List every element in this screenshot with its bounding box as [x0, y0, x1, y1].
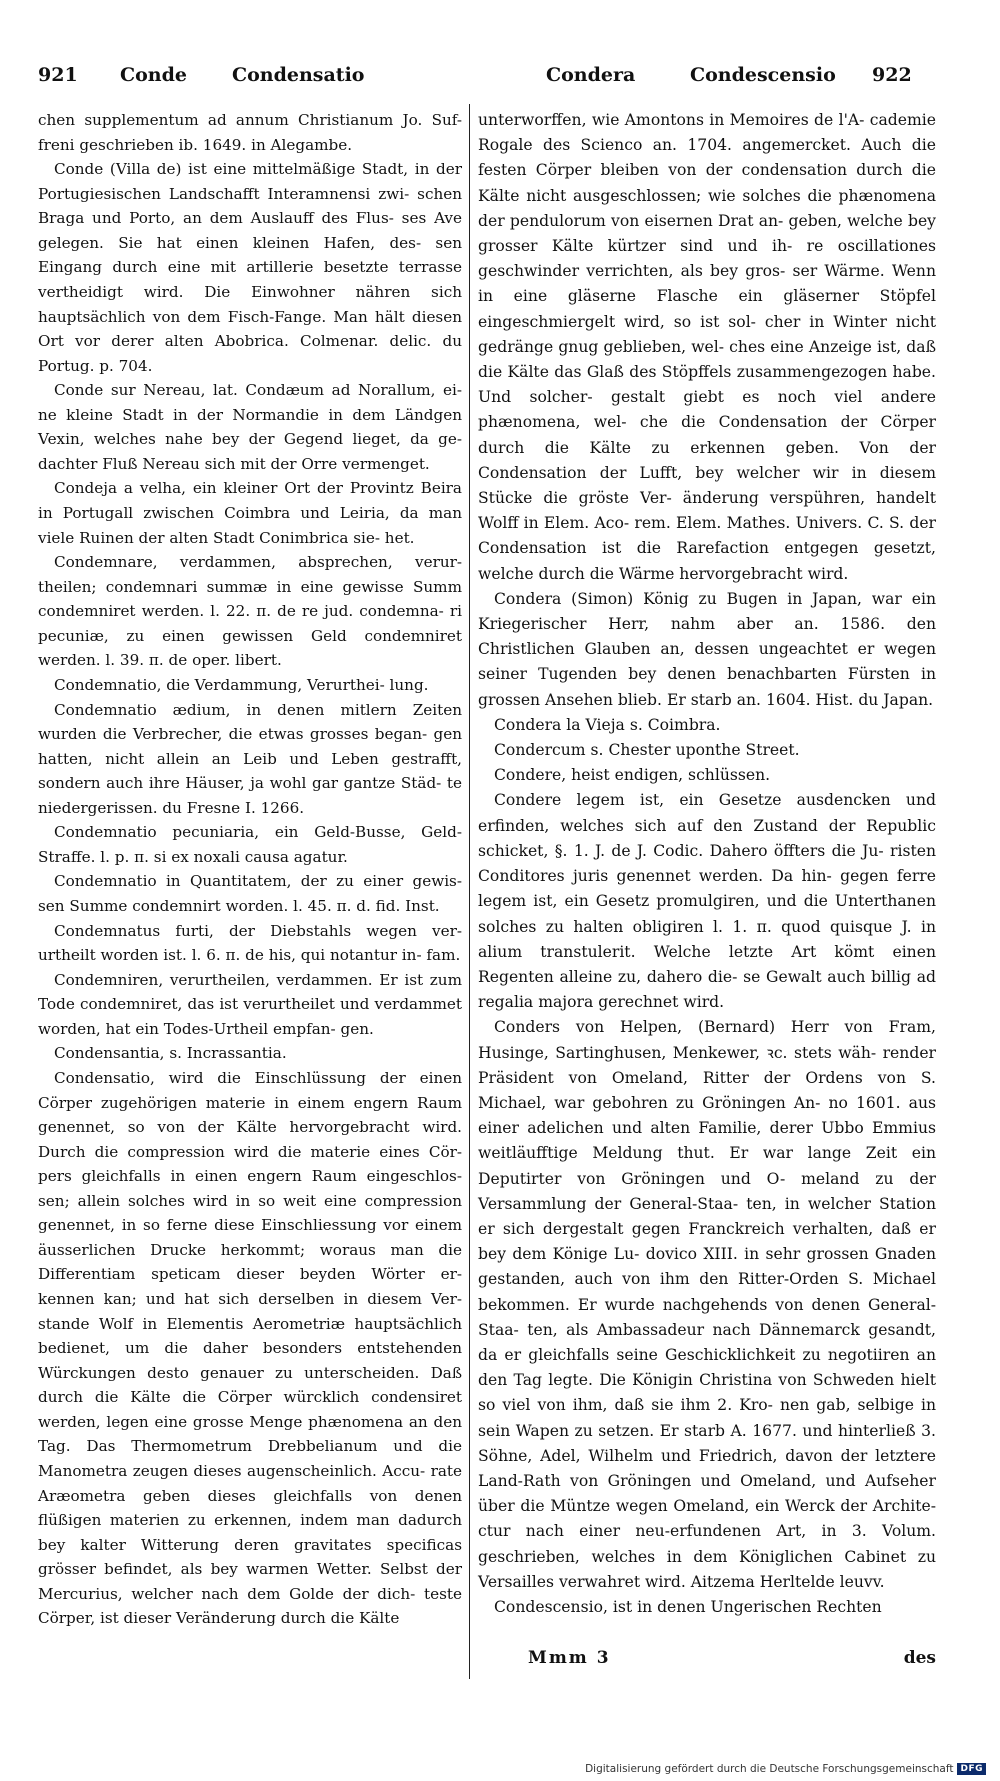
entry: Condeja a velha, ein kleiner Ort der Provintz Beira in Portugall zwischen Coimbra und Leiria, da man viele Ruinen der alten Stadt Conimbrica sie- het. [38, 479, 462, 547]
entry: Condercum s. Chester uponthe Street. [494, 741, 800, 760]
entry: Condescensio, ist in denen Ungerischen Rechten [494, 1597, 882, 1616]
column-divider [469, 104, 470, 1679]
entry: Condemnatio in Quantitatem, der zu einer gewis- sen Summe condemnirt worden. l. 45. π. d. fid. Inst. [38, 872, 462, 915]
entry: Conde (Villa de) ist eine mittelmäßige Stadt, in der Portugiesischen Landschafft Interamnensi zwi- schen Braga und Porto, an dem Auslauff des Flus- ses Ave gelegen. Sie hat einen kleinen Hafen, des- sen Eingang durch eine mit artillerie besetzte terrasse vertheidigt wird. Die Einwohner nähren sich hauptsächlich von dem Fisch-Fange. Man hält diesen Ort vor derer alten Abobrica. Colmenar. delic. du Portug. p. 704. [38, 160, 462, 375]
entry: Condemnatus furti, der Diebstahls wegen ver- urtheilt worden ist. l. 6. π. de his, qui notantur in- fam. [38, 921, 462, 965]
entry: Condere, heist endigen, schlüssen. [494, 766, 771, 785]
entry: Condemniren, verurtheilen, verdammen. Er ist zum Tode condemniret, das ist verurtheilet und verdammet worden, hat ein Todes-Urtheil empfan- gen. [38, 970, 462, 1038]
right-column [478, 108, 936, 1620]
entry: Condemnatio ædium, in denen mitlern Zeiten wurden die Verbrecher, die etwas grosses began- gen hatten, nicht allein an Leib und Leben gestrafft, sondern auch ihre Häuser, ja wohl gar gantze Städ- te niedergerissen. du Fresne I. 1266. [38, 700, 462, 817]
entry: Condera la Vieja s. Coimbra. [494, 715, 721, 734]
entry: Condemnatio, die Verdammung, Verurthei- lung. [54, 675, 429, 694]
right-catchword-2: Condescensio [690, 64, 836, 86]
entry: Condera (Simon) König zu Bugen in Japan, war ein Kriegerischer Herr, nahm aber an. 1586. den Christlichen Glauben an, dessen ungeachtet er wegen seiner Tugenden bey denen benachbarten Fürsten in grossen Ansehen blieb. Er starb an. 1604. Hist. du Japan. [478, 589, 936, 709]
entry: unterworffen, wie Amontons in Memoires de l'A- cademie Rogale des Scienco an. 1704. angemercket. Auch die festen Cörper bleiben von der condensation durch die Kälte nicht ausgeschlossen; wie solches die phænomena der pendulorum von eisernen Drat an- geben, welche bey grosser Kälte kürtzer sind und ih- re oscillationes geschwinder verrichten, als bey gros- ser Wärme. Wenn in eine gläserne Flasche ein gläserner Stöpfel eingeschmiergelt wird, so ist sol- cher in Winter nicht gedränge gnug geblieben, wel- ches eine Anzeige ist, daß die Kälte das Glaß des Stöpffels zusammengezogen habe. Und solcher- gestalt giebt es noch viel andere phænomena, wel- che die Condensation der Cörper durch die Kälte zu erkennen geben. Von der Condensation der Lufft, bey welcher wir in diesem Stücke die gröste Ver- änderung verspühren, handelt Wolff in Elem. Aco- rem. Elem. Mathes. Univers. C. S. der Condensation ist die Rarefaction entgegen gesetzt, welche durch die Wärme hervorgebracht wird. [478, 111, 936, 583]
entry: Condensantia, s. Incrassantia. [54, 1044, 287, 1063]
dfg-logo: DFG [957, 1763, 986, 1775]
signature-mark: Mmm 3 [528, 1648, 611, 1668]
entry: Condere legem ist, ein Gesetze ausdencken und erfinden, welches sich auf den Zustand der Republic schicket, §. 1. J. de J. Codic. Dahero öffters die Ju- risten Conditores juris genennet werden. Da hin- gegen ferre legem ist, ein Gesetz promulgiren, und die Unterthanen solches zu halten obligiren l. 1. π. quod quisque J. in alium transtulerit. Welche letzte Art kömt einen Regenten alleine zu, dahero die- se Gewalt auch billig ad regalia majora gerechnet wird. [478, 791, 936, 1012]
entry: Conde sur Nereau, lat. Condæum ad Norallum, ei- ne kleine Stadt in der Normandie in dem Ländgen Vexin, welches nahe bey der Gegend lieget, da ge- dachter Fluß Nereau sich mit der Orre vermenget. [38, 381, 462, 473]
left-page-number: 921 [38, 64, 78, 86]
entry: Conders von Helpen, (Bernard) Herr von Fram, Husinge, Sartinghusen, Menkewer, ꝛc. stets wäh- render Präsident von Omeland, Ritter der Ordens von S. Michael, war gebohren zu Gröningen An- no 1601. aus einer adelichen und alten Familie, derer Ubbo Emmius weitläufftige Meldung thut. Er war lange Zeit ein Deputirter von Gröningen und O- meland zu der Versammlung der General-Staa- ten, in welcher Station er sich dergestalt gegen Franckreich verhalten, daß er bey dem Könige Lu- dovico XIII. in sehr grossen Gnaden gestanden, auch von ihm den Ritter-Orden S. Michael bekommen. Er wurde nachgehends von denen General-Staa- ten, als Ambassadeur nach Dännemarck gesandt, da er gleichfalls seine Geschicklichkeit zu negotiiren an den Tag legte. Die Königin Christina von Schweden hielt so viel von ihm, daß sie ihm 2. Kro- nen gab, selbige in sein Wapen zu setzen. Er starb A. 1677. und hinterließ 3. Söhne, Adel, Wilhelm und Friedrich, davon der letztere Land-Rath von Gröningen und Omeland, und Aufseher über die Müntze wegen Omeland, ein Werck der Archite- ctur nach einer neu-erfundenen Art, in 3. Volum. geschrieben, welches in dem Königlichen Cabinet zu Versailles verwahret wird. Aitzema Herltelde leuvv. [478, 1018, 936, 1591]
left-catchword-2: Condensatio [232, 64, 365, 86]
running-header [0, 64, 1000, 100]
entry: chen supplementum ad annum Christianum Jo. Suf- freni geschrieben ib. 1649. in Alegambe. [38, 111, 462, 154]
right-page-number: 922 [872, 64, 912, 86]
page-footer [478, 1648, 936, 1678]
left-column [38, 108, 462, 1631]
footer-catchword: des [903, 1648, 936, 1668]
entry: Condensatio, wird die Einschlüssung der einen Cörper zugehörigen materie in einem engern Raum genennet, so von der Kälte hervorgebracht wird. Durch die compression wird die materie eines Cör- pers gleichfalls in einen engern Raum eingeschlos- sen; allein solches wird in so weit eine compression genennet, in so ferne diese Einschliessung vor einem äusserlichen Drucke herkommt; woraus man die Differentiam speticam dieser beyden Wörter er- kennen kan; und hat sich derselben in diesem Ver- stande Wolf in Elementis Aerometriæ hauptsächlich bedienet, um die daher besonders entstehenden Würckungen desto genauer zu unterscheiden. Daß durch die Kälte die Cörper würcklich condensiret werden, legen eine grosse Menge phænomena an den Tag. Das Thermometrum Drebbelianum und die Manometra zeugen dieses augenscheinlich. Accu- rate Aræometra geben dieses gleichfalls von denen flüßigen materien zu erkennen, indem man dadurch bey kalter Witterung deren gravitates specificas grösser befindet, als bey warmen Wetter. Selbst der Mercurius, welcher nach dem Golde der dich- teste Cörper, ist dieser Veränderung durch die Kälte [38, 1068, 462, 1628]
right-catchword-1: Condera [546, 64, 636, 86]
digitization-credit [585, 1763, 986, 1775]
entry: Condemnare, verdammen, absprechen, verur- theilen; condemnari summæ in eine gewisse Summ condemniret werden. l. 22. π. de re jud. condemna- ri pecuniæ, zu einen gewissen Geld condemniret werden. l. 39. π. de oper. libert. [38, 553, 462, 670]
entry: Condemnatio pecuniaria, ein Geld-Busse, Geld- Straffe. l. p. π. si ex noxali causa agatur. [38, 823, 462, 866]
left-catchword-1: Conde [120, 64, 187, 86]
credit-text: Digitalisierung gefördert durch die Deutsche Forschungsgemeinschaft [585, 1763, 954, 1775]
